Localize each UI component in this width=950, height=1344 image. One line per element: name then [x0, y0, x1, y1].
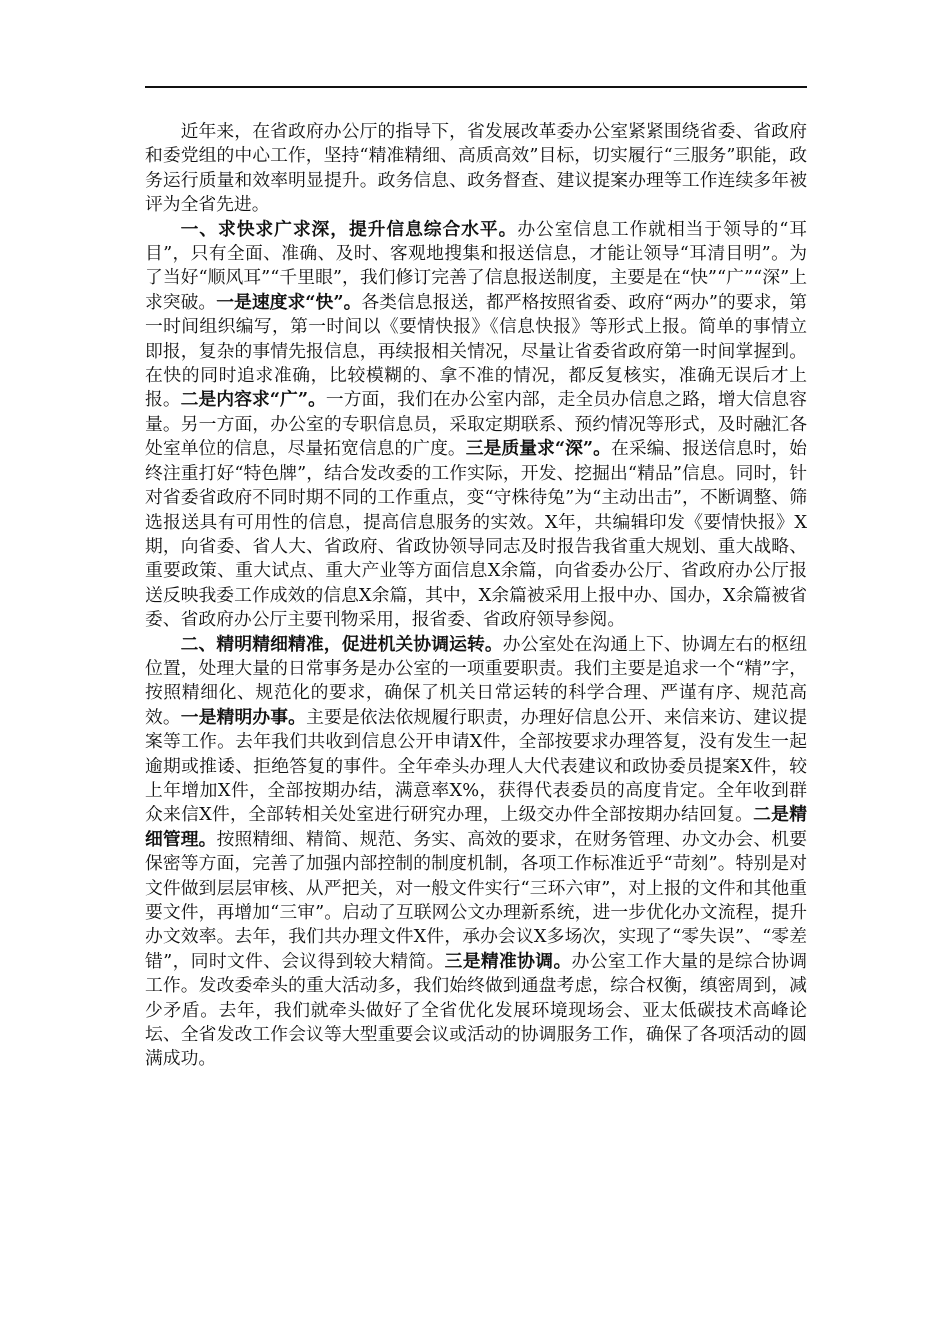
paragraph-text: 在采编、报送信息时，始终注重打好“特色牌”，结合发改委的工作实际，开发、挖掘出“精品”信息。同时，针对省委省政府不同时期不同的工作重点，变“守株待兔”为“主动出击”，不断调整、筛选报送具有可用性的信息，提高信息服务的实效。X年，共编辑印发《要情快报》X期，向省委、省人大、省政府、省政协领导同志及时报告我省重大规划、重大战略、重要政策、重大试点、重大产业等方面信息X余篇，向省委办公厅、省政府办公厅报送反映我委工作成效的信息X余篇，其中，X余篇被采用上报中办、国办，X余篇被省委、省政府办公厅主要刊物采用，报省委、省政府领导参阅。 — [145, 438, 807, 631]
paragraph-intro — [145, 120, 807, 218]
paragraph-text: 一方面，我们在办公室内部，走全员办信息之路，增大信息容量。另一方面，办公室的专职信息员，采取定期联系、预约情况等形式，及时融汇各处室单位的信息，尽量拓宽信息的广度。 — [145, 389, 807, 460]
paragraph-text: 各类信息报送，都严格按照省委、政府“两办”的要求，第一时间组织编写，第一时间以《要情快报》《信息快报》等形式上报。简单的事情立即报，复杂的事情先报信息，再续报相关情况，尽量让省委省政府第一时间掌握到。在快的同时追求准确，比较模糊的、拿不准的情况，都反复核实，准确无误后才上报。 — [145, 291, 807, 411]
paragraph-text: 办公室工作大量的是综合协调工作。发改委牵头的重大活动多，我们始终做到通盘考虑，综合权衡，缜密周到，减少矛盾。去年，我们就牵头做好了全省优化发展环境现场会、亚太低碳技术高峰论坛、全省发改工作会议等大型重要会议或活动的协调服务工作，确保了各项活动的圆满成功。 — [145, 950, 807, 1070]
point-heading: 三是精准协调。 — [444, 950, 572, 972]
paragraph-text: 主要是依法依规履行职责，办理好信息公开、来信来访、建议提案等工作。去年我们共收到信息公开申请X件，全部按要求办理答复，没有发生一起逾期或推诿、拒绝答复的事件。全年牵头办理人大代表建议和政协委员提案X件，较上年增加X件，全部按期办结，满意率X%，获得代表委员的高度肯定。全年收到群众来信X件，全部转相关处室进行研究办理，上级交办件全部按期办结回复。 — [145, 706, 807, 826]
point-heading: 一是精明办事。 — [180, 706, 307, 728]
paragraph-section-one — [145, 218, 807, 633]
point-heading: 二是精细管理。 — [145, 804, 807, 850]
document-body — [145, 120, 807, 1072]
section-heading: 一、求快求广求深，提升信息综合水平。 — [180, 218, 518, 240]
header-rule — [145, 86, 807, 88]
paragraph-section-two — [145, 633, 807, 1072]
paragraph-text: 办公室处在沟通上下、协调左右的枢纽位置，处理大量的日常事务是办公室的一项重要职责。我们主要是追求一个“精”字，按照精细化、规范化的要求，确保了机关日常运转的科学合理、严谨有序、规范高效。 — [145, 633, 807, 728]
paragraph-text: 办公室信息工作就相当于领导的“耳目”，只有全面、准确、及时、客观地搜集和报送信息，才能让领导“耳清目明”。为了当好“顺风耳”“千里眼”，我们修订完善了信息报送制度，主要是在“快”“广”“深”上求突破。 — [145, 218, 807, 313]
point-heading: 二是内容求“广”。 — [180, 389, 326, 411]
paragraph-text: 按照精细、精简、规范、务实、高效的要求，在财务管理、办文办会、机要保密等方面，完善了加强内部控制的制度机制，各项工作标准近乎“苛刻”。特别是对文件做到层层审核、从严把关，对一般文件实行“三环六审”，对上报的文件和其他重要文件，再增加“三审”。启动了互联网公文办理新系统，进一步优化办文流程，提升办文效率。去年，我们共办理文件X件，承办会议X多场次，实现了“零失误”、“零差错”，同时文件、会议得到较大精简。 — [145, 828, 807, 972]
point-heading: 一是速度求“快”。 — [216, 291, 362, 313]
section-heading: 二、精明精细精准，促进机关协调运转。 — [180, 633, 503, 655]
paragraph-text: 近年来，在省政府办公厅的指导下，省发展改革委办公室紧紧围绕省委、省政府和委党组的中心工作，坚持“精准精细、高质高效”目标，切实履行“三服务”职能，政务运行质量和效率明显提升。政务信息、政务督查、建议提案办理等工作连续多年被评为全省先进。 — [145, 121, 807, 216]
point-heading: 三是质量求“深”。 — [465, 438, 611, 460]
